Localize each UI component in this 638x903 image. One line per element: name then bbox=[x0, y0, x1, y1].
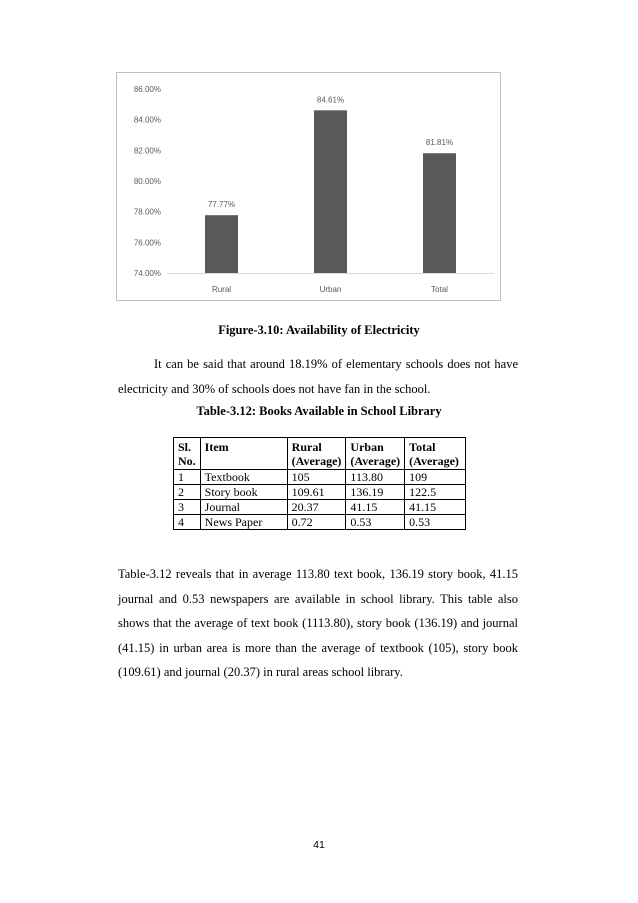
category-label: Urban bbox=[319, 285, 342, 294]
cell-sl: 4 bbox=[174, 515, 201, 530]
paragraph-electricity: It can be said that around 18.19% of elementary schools does not have electricity and 30% of schools does not have fan in the school. bbox=[118, 357, 518, 396]
y-tick-label: 86.00% bbox=[133, 85, 161, 94]
header-total bbox=[405, 438, 466, 470]
books-table bbox=[173, 437, 466, 530]
header-line: No. bbox=[178, 454, 196, 468]
data-label: 84.61% bbox=[316, 95, 345, 105]
category-label: Rural bbox=[211, 285, 232, 294]
y-tick-label: 74.00% bbox=[133, 269, 161, 278]
table-header bbox=[174, 438, 466, 470]
header-line: (Average) bbox=[291, 454, 342, 468]
figure-caption: Figure-3.10: Availability of Electricity bbox=[218, 323, 420, 337]
header-urban bbox=[346, 438, 405, 470]
cell-rural: 20.37 bbox=[287, 500, 346, 515]
cell-urban: 41.15 bbox=[346, 500, 405, 515]
header-line: Urban bbox=[350, 440, 384, 454]
header-line: Item bbox=[204, 440, 229, 454]
cell-total: 0.53 bbox=[405, 515, 466, 530]
category-label: Total bbox=[431, 285, 448, 294]
y-tick-label: 82.00% bbox=[133, 146, 161, 156]
header-line: Sl. bbox=[178, 440, 192, 454]
cell-total: 109 bbox=[405, 470, 466, 485]
table-row bbox=[174, 515, 466, 530]
cell-sl: 3 bbox=[174, 500, 201, 515]
table-row bbox=[174, 500, 466, 515]
cell-urban: 113.80 bbox=[346, 470, 405, 485]
header-line: (Average) bbox=[350, 454, 401, 468]
data-label: 77.77% bbox=[207, 200, 236, 210]
header-line: Rural bbox=[291, 440, 322, 454]
table-body bbox=[174, 470, 466, 530]
cell-item: Journal bbox=[200, 500, 287, 515]
cell-item: Story book bbox=[200, 485, 287, 500]
page-number: 41 bbox=[313, 839, 325, 851]
cell-sl: 1 bbox=[174, 470, 201, 485]
cell-sl: 2 bbox=[174, 485, 201, 500]
cell-total: 122.5 bbox=[405, 485, 466, 500]
y-tick-label: 76.00% bbox=[133, 238, 161, 248]
y-tick-label: 84.00% bbox=[133, 115, 161, 125]
bar-rural bbox=[205, 215, 238, 273]
cell-total: 41.15 bbox=[405, 500, 466, 515]
header-sl-no bbox=[174, 438, 201, 470]
table-caption: Table-3.12: Books Available in School Library bbox=[196, 404, 442, 418]
cell-item: News Paper bbox=[200, 515, 287, 530]
header-item bbox=[200, 438, 287, 470]
chart-svg bbox=[117, 73, 500, 300]
cell-rural: 105 bbox=[287, 470, 346, 485]
cell-item: Textbook bbox=[200, 470, 287, 485]
cell-urban: 0.53 bbox=[346, 515, 405, 530]
table-row bbox=[174, 470, 466, 485]
table-header-row bbox=[174, 438, 466, 470]
header-line: Total bbox=[409, 440, 436, 454]
bar-urban bbox=[314, 110, 347, 273]
header-rural bbox=[287, 438, 346, 470]
data-label: 81.81% bbox=[425, 138, 454, 148]
y-tick-label: 80.00% bbox=[133, 177, 161, 186]
cell-rural: 109.61 bbox=[287, 485, 346, 500]
table-row bbox=[174, 485, 466, 500]
electricity-bar-chart bbox=[116, 72, 501, 301]
cell-urban: 136.19 bbox=[346, 485, 405, 500]
y-tick-label: 78.00% bbox=[133, 207, 161, 217]
bar-total bbox=[423, 153, 456, 273]
header-line: (Average) bbox=[409, 454, 459, 468]
cell-rural: 0.72 bbox=[287, 515, 346, 530]
paragraph-table-analysis: Table-3.12 reveals that in average 113.80 text book, 136.19 story book, 41.15 journal and 0.53 newspapers are available in school library. This table also shows that the average of text book (1113.80), story book (136.19) and journal (41.15) in urban area is more than the average of textbook (105), story book (109.61) and journal (20.37) in rural areas school library. bbox=[118, 567, 518, 679]
